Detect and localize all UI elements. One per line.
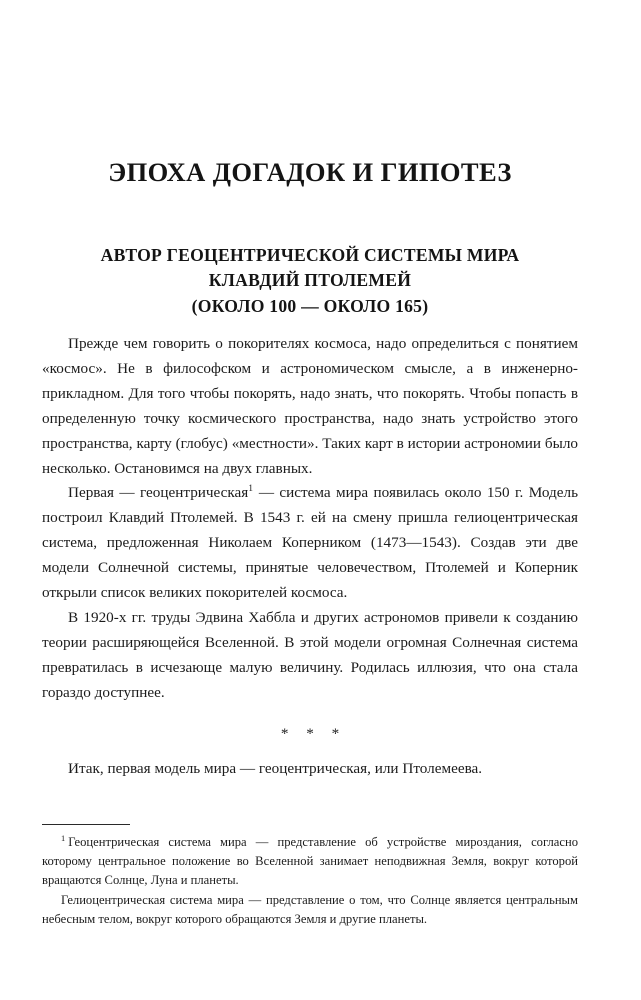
body-text xyxy=(42,332,578,781)
footnote-1 xyxy=(42,833,578,891)
paragraph-2-text-after-footnote: — система мира появилась около 150 г. Модель построил Клавдий Птолемей. В 1543 г. ей на смену пришла гелиоцентрическая система, предложенная Николаем Коперником (1473—1543). Создав эти две модели Солнечной системы, принятые человечеством, Птолемей и Коперник открыли список великих покорителей космоса. xyxy=(42,484,578,602)
separator-spacer-top xyxy=(42,706,578,722)
chapter-title-line-2: КЛАВДИЙ ПТОЛЕМЕЙ xyxy=(208,270,412,291)
body-paragraph-4: Итак, первая модель мира — геоцентрическая, или Птолемеева. xyxy=(68,759,483,777)
footnote-2: Гелиоцентрическая система мира — представление о том, что Солнце является центральным небесным телом, вокруг которого обращаются Земля и другие планеты. xyxy=(42,892,578,926)
footnote-separator-rule xyxy=(42,824,130,825)
body-paragraph-2 xyxy=(42,481,578,606)
paragraph-2-text-before-footnote: Первая — геоцентрическая xyxy=(68,484,249,502)
part-title: ЭПОХА ДОГАДОК И ГИПОТЕЗ xyxy=(108,157,512,187)
footnote-section xyxy=(42,824,578,929)
chapter-title-line-1: АВТОР ГЕОЦЕНТРИЧЕСКОЙ СИСТЕМЫ МИРА xyxy=(100,245,520,265)
chapter-title xyxy=(42,243,578,319)
footnote-reference-1[interactable]: 1 xyxy=(248,483,254,495)
separator-spacer-bottom xyxy=(42,747,578,757)
asterism-separator: * * * xyxy=(280,724,347,742)
chapter-title-line-3: (ОКОЛО 100 — ОКОЛО 165) xyxy=(191,295,429,316)
footnote-1-text: Геоцентрическая система мира — представление об устройстве мироздания, согласно которому центральное положение во Вселенной занимает неподвижная Земля, вокруг которой вращаются Солнце, Луна и планеты. xyxy=(42,835,578,888)
body-paragraph-3: В 1920-х гг. труды Эдвина Хаббла и других астрономов привели к созданию теории расширяющейся Вселенной. В этой модели огромная Солнечная система превратилась в исчезающе малую величину. Родилась иллюзия, что она стала гораздо доступнее. xyxy=(42,608,578,701)
body-paragraph-1: Прежде чем говорить о покорителях космоса, надо определиться с понятием «космос». Не в философском и астрономическом смысле, а в инженерно-прикладном. Для того чтобы покорять, надо знать, что покорять. Чтобы попасть в определенную точку космического пространства, надо знать устройство этого пространства, карту (глобус) «местности». Таких карт в истории астрономии было несколько. Остановимся на двух главных. xyxy=(42,335,578,477)
footnote-1-marker: 1 xyxy=(61,833,66,843)
